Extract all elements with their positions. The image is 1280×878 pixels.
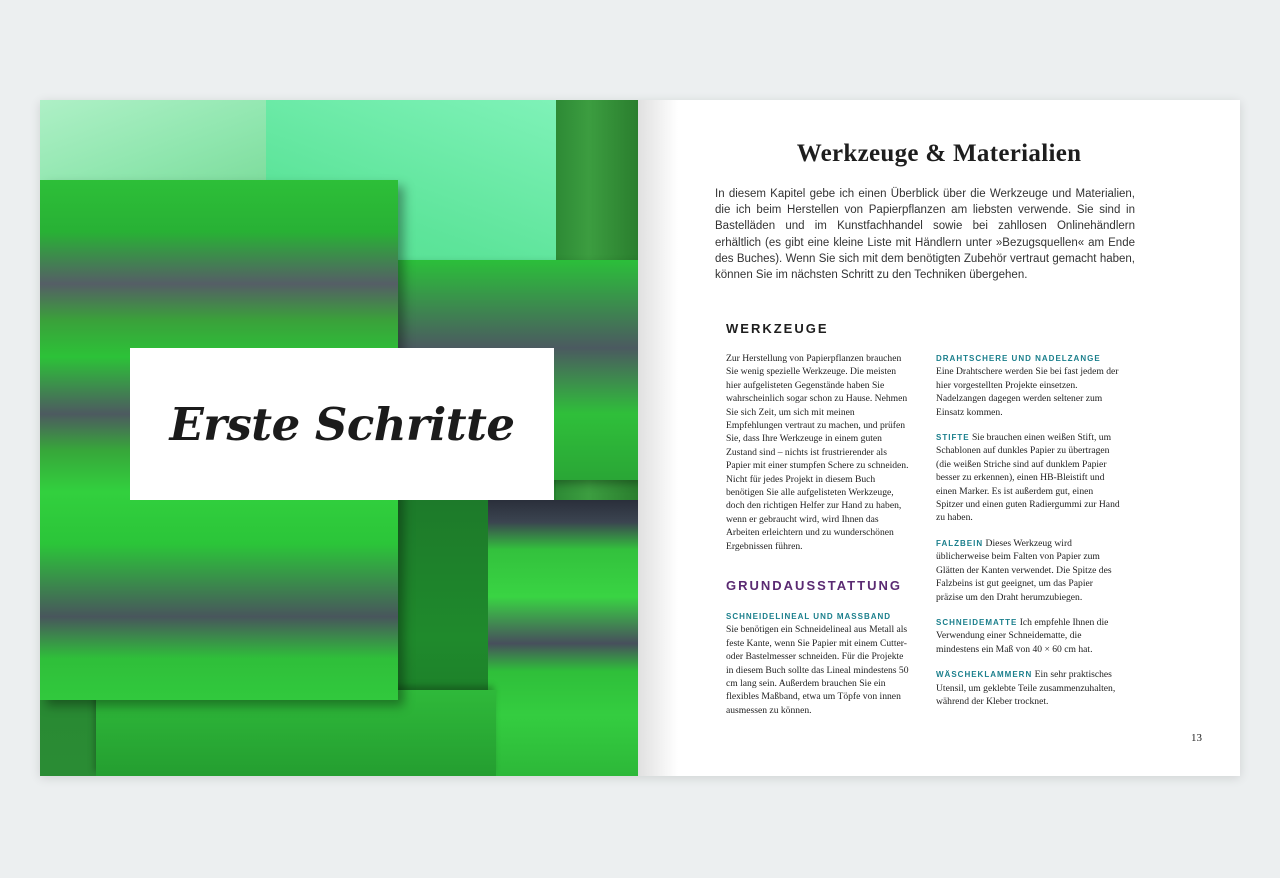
falzbein-text: Dieses Werkzeug wird üblicherweise beim Falten von Papier zum Glätten der Kanten verwendet. Die Spitze des Falzbeins ist gut geeignet, um das Papier präzise um den Draht herumzubiegen. [936, 537, 1112, 603]
entry-stifte [936, 431, 1122, 525]
keyword-waescheklammern: WÄSCHEKLAMMERN [936, 670, 1033, 680]
keyword-schneidematte: SCHNEIDEMATTE [936, 617, 1018, 627]
keyword-stifte: STIFTE [936, 433, 970, 443]
keyword-schneidelineal: SCHNEIDELINEAL UND MASSBAND [726, 612, 892, 621]
stifte-text: Sie brauchen einen weißen Stift, um Schablonen auf dunkles Papier zu übertragen (die weißen Striche sind auf dunklem Papier besser zu erkennen), einen HB-Bleistift und einen Marker. Es ist außerdem gut, einen Spitzer und einen guten Radiergummi zur Hand zu haben. [936, 432, 1120, 524]
chapter-title-box [130, 348, 554, 500]
entry-waescheklammern [936, 668, 1122, 708]
chapter-title: Erste Schritte [169, 397, 515, 451]
paper-striped-lowright [488, 500, 638, 776]
right-page [638, 100, 1240, 776]
book-spread [40, 100, 1240, 776]
waescheklammern-text: Ein sehr praktisches Utensil, um geklebte Teile zusammenzuhalten, während der Kleber trocknet. [936, 669, 1116, 707]
intro-paragraph: In diesem Kapitel gebe ich einen Überblick über die Werkzeuge und Materialien, die ich beim Herstellen von Papierpflanzen am liebsten verwende. Sie sind in Bastelläden und im Kunstfachhandel sowie bei zahllosen Onlinehändlern erhältlich (es gibt eine kleine Liste mit Händlern unter »Bezugsquellen« am Ende des Buches). Wenn Sie sich mit dem benötigten Zubehör vertraut gemacht haben, können Sie im nächsten Schritt zu den Techniken übergehen. [715, 188, 1135, 282]
schneidematte-text: Ich empfehle Ihnen die Verwendung einer Schneidematte, die mindestens ein Maß von 40 × 60 cm hat. [936, 616, 1109, 655]
entry-falzbein [936, 537, 1122, 604]
section-heading-grundausstattung: GRUNDAUSSTATTUNG [726, 578, 902, 593]
entry-schneidematte [936, 616, 1122, 656]
drahtschere-text: Eine Drahtschere werden Sie bei fast jedem der hier vorgestellten Projekte einsetzen. Nadelzangen dagegen werden seltener zum Einsatz kommen. [936, 366, 1119, 418]
paper-mint-topleft [40, 100, 270, 186]
left-page-collage [40, 100, 638, 776]
schneidelineal-text: Sie benötigen ein Schneidelineal aus Metall als feste Kante, wenn Sie Papier mit einem Cutter- oder Bastelmesser schneiden. Für die Projekte in diesem Buch sollte das Lineal mindestens 50 cm lang sein. Außerdem brauchen Sie ein flexibles Maßband, etwa um Töpfe von innen ausmessen zu können. [726, 624, 909, 716]
page-gutter-shadow [638, 100, 678, 776]
page-heading: Werkzeuge & Materialien [796, 140, 1082, 167]
paper-green-bottom [96, 690, 496, 776]
section-heading-werkzeuge: WERKZEUGE [726, 321, 829, 336]
werkzeuge-paragraph: Zur Herstellung von Papierpflanzen brauchen Sie wenig spezielle Werkzeuge. Die meisten hier aufgelisteten Gegenstände haben Sie wahrscheinlich sogar schon zu Hause. Nehmen Sie sich Zeit, um sich mit meinen Empfehlungen vertraut zu machen, und prüfen Sie, dass Ihre Werkzeuge in einem guten Zustand sind – nichts ist frustrierender als Papier mit einer stumpfen Schere zu schneiden. Nicht für jedes Projekt in diesem Buch benötigen Sie alle aufgelisteten Werkzeuge, doch den richtigen Helfer zur Hand zu haben, wenn er gebraucht wird, wird Ihnen das Arbeiten erleichtern und zu wunderschönen Ergebnissen führen. [726, 353, 909, 552]
column-left [726, 352, 910, 565]
entry-drahtschere [936, 352, 1122, 419]
column-left-lower [726, 610, 910, 717]
page-number: 13 [1191, 732, 1202, 744]
keyword-drahtschere: DRAHTSCHERE UND NADELZANGE [936, 354, 1101, 363]
keyword-falzbein: FALZBEIN [936, 538, 984, 548]
column-right [936, 352, 1122, 720]
